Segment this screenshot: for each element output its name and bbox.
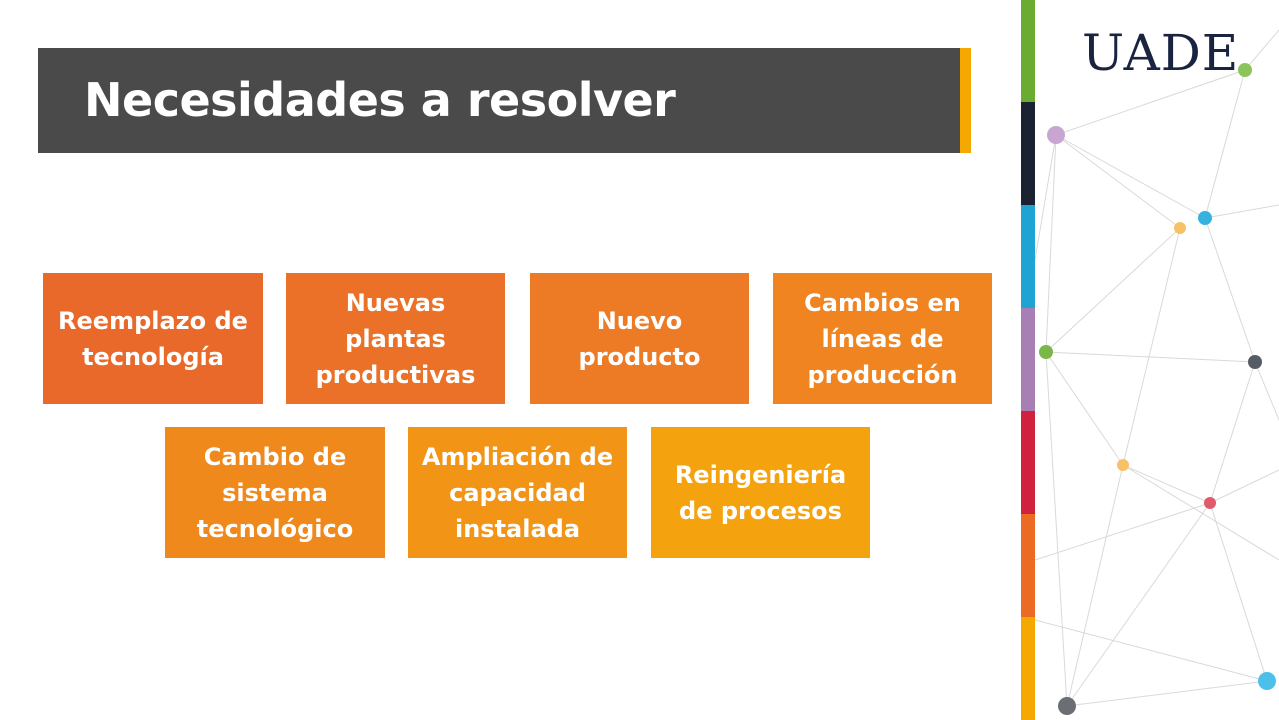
node-dot: [1258, 672, 1276, 690]
node-dot: [1198, 211, 1212, 225]
node-dot: [1117, 459, 1129, 471]
slide-title: Necesidades a resolver: [84, 73, 676, 127]
stripe-orange: [1021, 514, 1035, 617]
need-box-ampliacion: Ampliación de capacidad instalada: [408, 427, 627, 558]
node-dot: [1039, 345, 1053, 359]
stripe-blue: [1021, 205, 1035, 308]
node-dot: [1238, 63, 1252, 77]
need-box-cambios-lineas: Cambios en líneas de producción: [773, 273, 992, 404]
network-decoration: [1035, 0, 1279, 720]
stripe-purple: [1021, 308, 1035, 411]
stripe-navy: [1021, 102, 1035, 205]
title-accent-bar: [960, 48, 971, 153]
stripe-red: [1021, 411, 1035, 514]
need-box-reingenieria: Reingeniería de procesos: [651, 427, 870, 558]
node-dot: [1248, 355, 1262, 369]
stripe-green: [1021, 0, 1035, 102]
node-dot: [1047, 126, 1065, 144]
need-box-reemplazo: Reemplazo de tecnología: [43, 273, 263, 404]
need-box-cambio-sistema: Cambio de sistema tecnológico: [165, 427, 385, 558]
need-box-nuevas-plantas: Nuevas plantas productivas: [286, 273, 505, 404]
node-dot: [1204, 497, 1216, 509]
stripe-yellow: [1021, 617, 1035, 720]
node-dot: [1174, 222, 1186, 234]
uade-logo: UADE: [1082, 24, 1240, 82]
need-box-nuevo-producto: Nuevo producto: [530, 273, 749, 404]
node-dot: [1058, 697, 1076, 715]
